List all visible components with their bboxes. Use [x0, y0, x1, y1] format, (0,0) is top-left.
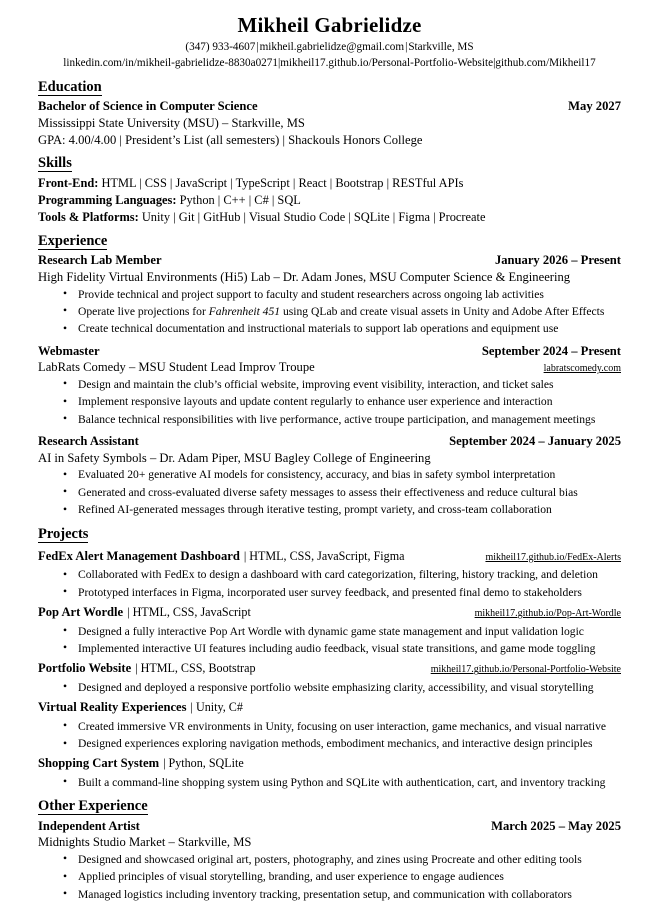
education-date: May 2027	[568, 99, 621, 114]
list-item	[38, 286, 621, 303]
experience-subtitle-row	[38, 359, 621, 376]
skill-row	[38, 175, 621, 192]
experience-title: Research Lab Member	[38, 253, 162, 268]
list-item	[38, 640, 621, 657]
skill-label: Front-End:	[38, 175, 99, 190]
contact-line	[38, 40, 621, 55]
experience-entry-header	[38, 252, 621, 269]
section-heading-education-label: Education	[38, 79, 102, 96]
project-title-group	[38, 657, 256, 678]
list-item	[38, 868, 621, 885]
other-experience-bullet-list	[38, 851, 621, 903]
experience-bullet-list	[38, 286, 621, 338]
section-heading-education	[38, 79, 621, 96]
project-title-group	[38, 696, 243, 717]
bullet-text: Designed experiences exploring navigation methods, embodiment mechanics, and interactive design principles	[78, 737, 593, 751]
project-header	[38, 696, 621, 717]
project-name: Portfolio Website	[38, 661, 132, 676]
project-site-link[interactable]: mikheil17.github.io/FedEx-Alerts	[485, 551, 621, 563]
bullet-text: Balance technical responsibilities with live performance, active troupe participation, and management meetings	[78, 412, 596, 426]
project-bullet-list	[38, 679, 621, 696]
project-stack: | HTML, CSS, JavaScript	[127, 605, 251, 620]
skill-value: Unity | Git | GitHub | Visual Studio Code | SQLite | Figma | Procreate	[141, 209, 486, 224]
list-item	[38, 851, 621, 868]
bullet-text: Provide technical and project support to faculty and student researchers across ongoing lab activities	[78, 287, 544, 301]
project-bullet-list	[38, 718, 621, 753]
experience-organization: High Fidelity Virtual Environments (Hi5) Lab – Dr. Adam Jones, MSU Computer Science & Engineering	[38, 269, 571, 284]
contact-separator-2: |	[405, 41, 408, 54]
bullet-text: Implemented interactive UI features including audio feedback, visual state transitions, and game mode toggling	[78, 641, 596, 655]
bullet-text: Designed and deployed a responsive portfolio website emphasizing clarity, accessibility, and visual storytelling	[78, 680, 594, 694]
github-link[interactable]: github.com/Mikheil17	[495, 57, 596, 70]
education-honors: GPA: 4.00/4.00 | President’s List (all semesters) | Shackouls Honors College	[38, 132, 423, 147]
bullet-text: Managed logistics including inventory tracking, presentation setup, and communication with collaborators	[78, 887, 572, 901]
project-header	[38, 601, 621, 622]
list-item	[38, 584, 621, 601]
list-item	[38, 679, 621, 696]
skill-row	[38, 209, 621, 226]
bullet-text: Built a command-line shopping system using Python and SQLite with authentication, cart, and inventory tracking	[78, 775, 606, 789]
bullet-text: Collaborated with FedEx to design a dashboard with card categorization, filtering, history tracking, and deletion	[78, 568, 598, 582]
other-experience-organization: Midnights Studio Market – Starkville, MS	[38, 835, 252, 850]
other-experience-title: Independent Artist	[38, 818, 140, 833]
section-heading-projects	[38, 526, 621, 543]
experience-date: January 2026 – Present	[494, 253, 621, 268]
experience-entry-header	[38, 433, 621, 450]
project-title-group	[38, 752, 244, 773]
experience-subtitle-row	[38, 269, 621, 286]
links-separator-2: |	[493, 57, 496, 70]
list-item	[38, 411, 621, 428]
experience-date: September 2024 – Present	[481, 343, 621, 358]
list-item	[38, 320, 621, 337]
experience-bullet-list	[38, 466, 621, 518]
bullet-text: Generated and cross-evaluated diverse safety messages to assess their effectiveness and reduce cultural bias	[78, 485, 578, 499]
bullet-text: Created immersive VR environments in Unity, focusing on user interaction, game mechanics, and visual narrative	[78, 719, 607, 733]
experience-date: September 2024 – January 2025	[449, 434, 621, 449]
project-site-link[interactable]: mikheil17.github.io/Personal-Portfolio-Website	[430, 664, 621, 676]
project-bullet-list	[38, 774, 621, 791]
links-line	[38, 56, 621, 72]
education-entry-header	[38, 98, 621, 115]
list-item	[38, 393, 621, 410]
list-item	[38, 735, 621, 752]
email-text: mikheil.gabrielidze@gmail.com	[259, 41, 405, 54]
experience-organization: AI in Safety Symbols – Dr. Adam Piper, MSU Bagley College of Engineering	[38, 450, 431, 465]
experience-site-link[interactable]: labratscomedy.com	[543, 363, 621, 375]
other-experience-entry-header	[38, 818, 621, 835]
list-item	[38, 623, 621, 640]
list-item	[38, 501, 621, 518]
section-heading-skills	[38, 155, 621, 172]
project-stack: | HTML, CSS, Bootstrap	[135, 661, 256, 676]
list-item	[38, 466, 621, 483]
project-header	[38, 752, 621, 773]
experience-bullet-list	[38, 376, 621, 428]
bullet-text: Operate live projections for	[78, 304, 209, 318]
section-heading-experience-label: Experience	[38, 232, 108, 249]
list-item	[38, 484, 621, 501]
section-heading-other-experience	[38, 798, 621, 815]
section-heading-skills-label: Skills	[38, 155, 72, 172]
experience-title: Webmaster	[38, 343, 100, 358]
project-title-group	[38, 601, 251, 622]
skill-label: Programming Languages:	[38, 192, 177, 207]
bullet-text: Design and maintain the club’s official website, improving event visibility, interaction, and ticket sales	[78, 377, 554, 391]
list-item	[38, 718, 621, 735]
education-degree: Bachelor of Science in Computer Science	[38, 99, 258, 114]
bullet-text-post: using QLab and create visual assets in Unity and Adobe After Effects	[280, 304, 605, 318]
bullet-text-italic: Fahrenheit 451	[208, 304, 281, 318]
bullet-text: Create technical documentation and instructional materials to support lab operations and equipment use	[78, 322, 559, 336]
project-stack: | Python, SQLite	[163, 756, 244, 771]
experience-subtitle-row	[38, 450, 621, 467]
bullet-text: Refined AI-generated messages through iterative testing, prompt variety, and cross-team collaboration	[78, 503, 552, 517]
skill-value: Python | C++ | C# | SQL	[179, 192, 301, 207]
project-bullet-list	[38, 566, 621, 601]
skill-label: Tools & Platforms:	[38, 209, 139, 224]
bullet-text: Evaluated 20+ generative AI models for consistency, accuracy, and bias in safety symbol interpretation	[78, 468, 556, 482]
project-header	[38, 545, 621, 566]
bullet-text: Prototyped interfaces in Figma, incorporated user survey feedback, and presented final demo to stakeholders	[78, 585, 582, 599]
bullet-text: Designed a fully interactive Pop Art Wordle with dynamic game state management and input validation logic	[78, 624, 584, 638]
location-text: Starkville, MS	[408, 41, 474, 54]
project-stack: | HTML, CSS, JavaScript, Figma	[243, 548, 405, 563]
list-item	[38, 376, 621, 393]
project-title-group	[38, 545, 405, 566]
project-name: FedEx Alert Management Dashboard	[38, 548, 240, 563]
project-header	[38, 657, 621, 678]
links-separator-1: |	[277, 57, 281, 70]
skill-value: HTML | CSS | JavaScript | TypeScript | React | Bootstrap | RESTful APIs	[101, 175, 464, 190]
phone-text: (347) 933-4607	[185, 41, 256, 54]
bullet-text: Implement responsive layouts and update content regularly to enhance user experience and interaction	[78, 395, 553, 409]
section-heading-projects-label: Projects	[38, 525, 89, 542]
portfolio-link[interactable]: mikheil17.github.io/Personal-Portfolio-Website	[280, 57, 494, 70]
experience-entry-header	[38, 343, 621, 360]
bullet-text: Designed and showcased original art, posters, photography, and zines using Procreate and other editing tools	[78, 852, 582, 866]
list-item	[38, 303, 621, 320]
project-site-link[interactable]: mikheil17.github.io/Pop-Art-Wordle	[474, 608, 621, 620]
project-name: Pop Art Wordle	[38, 605, 124, 620]
education-school: Mississippi State University (MSU) – Starkville, MS	[38, 116, 305, 131]
section-heading-experience	[38, 233, 621, 250]
project-bullet-list	[38, 623, 621, 658]
list-item	[38, 774, 621, 791]
list-item	[38, 886, 621, 903]
project-stack: | Unity, C#	[190, 700, 243, 715]
section-heading-other-experience-label: Other Experience	[38, 798, 148, 815]
bullet-text: Applied principles of visual storytelling, branding, and user experience to engage audiences	[78, 870, 504, 884]
other-experience-date: March 2025 – May 2025	[491, 818, 621, 833]
page-title: Mikheil Gabrielidze	[237, 13, 422, 37]
experience-title: Research Assistant	[38, 434, 139, 449]
contact-separator-1: |	[256, 41, 259, 54]
experience-organization: LabRats Comedy – MSU Student Lead Improv Troupe	[38, 360, 315, 375]
skill-row	[38, 192, 621, 209]
project-name: Virtual Reality Experiences	[38, 700, 187, 715]
list-item	[38, 566, 621, 583]
linkedin-link[interactable]: linkedin.com/in/mikheil-gabrielidze-8830a0271	[63, 57, 278, 70]
project-name: Shopping Cart System	[38, 756, 160, 771]
